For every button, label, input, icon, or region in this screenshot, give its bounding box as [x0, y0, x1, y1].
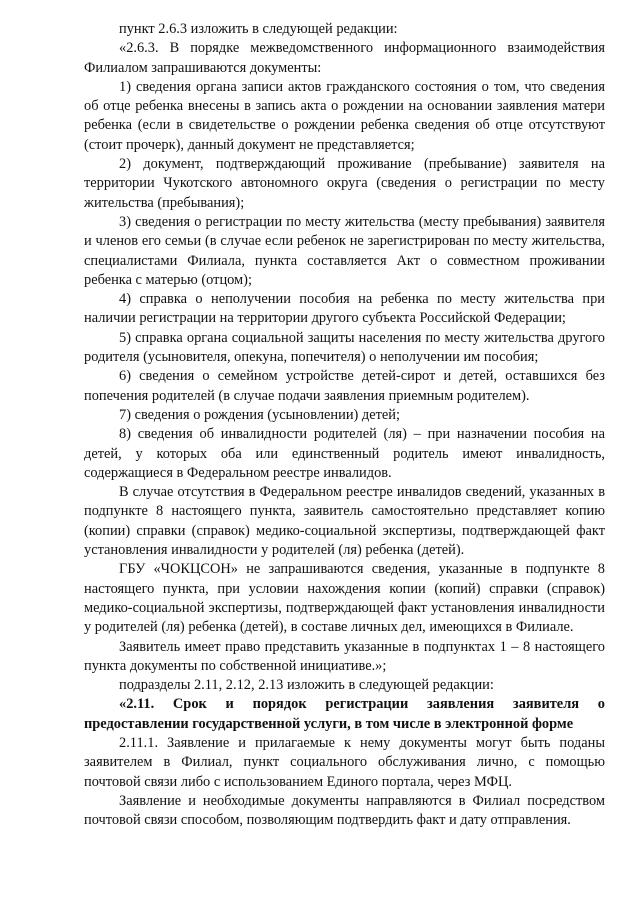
paragraph-mail: Заявление и необходимые документы направляются в Филиал посредством почтовой связи способом, позволяющим подтвердить факт и дату отправления. [84, 792, 605, 829]
paragraph-subsections: подразделы 2.11, 2.12, 2.13 изложить в следующей редакции: [119, 677, 494, 694]
paragraph-intro: пункт 2.6.3 изложить в следующей редакции: [119, 21, 398, 37]
list-item-3: 3) сведения о регистрации по месту жительства (месту пребывания) заявителя и членов его семьи (в случае если ребенок не зарегистрирован по месту жительства, специалистами Филиала, пункта составляется Акт о совместном проживании ребенка с матерью (отцом); [84, 213, 605, 288]
paragraph-applicant-right: Заявитель имеет право представить указанные в подпунктах 1 – 8 настоящего пункта документы по собственной инициативе.»; [84, 638, 605, 674]
list-item-6: 6) сведения о семейном устройстве детей-сирот и детей, оставшихся без попечения родителей (в случае подачи заявления приемным родителем). [84, 368, 605, 404]
list-item-4: 4) справка о неполучении пособия на ребенка по месту жительства при наличии регистрации на территории другого субъекта Российской Федерации; [84, 291, 605, 327]
document-page [84, 20, 605, 830]
list-item-8: 8) сведения об инвалидности родителей (ля) – при назначении пособия на детей, у которых оба или единственный родитель имеют инвалидность, содержащиеся в Федеральном реестре инвалидов. [84, 426, 605, 481]
section-heading-2-11: «2.11. Срок и порядок регистрации заявления заявителя о предоставлении государственной услуги, в том числе в электронной форме [84, 696, 605, 732]
paragraph-absence-case: В случае отсутствия в Федеральном реестре инвалидов сведений, указанных в подпункте 8 настоящего пункта, заявитель самостоятельно представляет копию (копии) справки (справок) медико-социальной экспертизы, подтверждающей факт установления инвалидности у родителей (ля) ребенка (детей). [84, 484, 605, 559]
list-item-5: 5) справка органа социальной защиты населения по месту жительства другого родителя (усыновителя, опекуна, попечителя) о неполучении им пособия; [84, 329, 605, 366]
list-item-2: 2) документ, подтверждающий проживание (пребывание) заявителя на территории Чукотского автономного округа (сведения о регистрации по месту жительства (пребывания); [84, 156, 605, 211]
paragraph-2-11-1: 2.11.1. Заявление и прилагаемые к нему документы могут быть поданы заявителем в Филиал, пункт социального обслуживания лично, с помощью почтовой связи либо с использованием Единого портала, через МФЦ. [84, 734, 605, 790]
paragraph-gbu: ГБУ «ЧОКЦСОН» не запрашиваются сведения, указанные в подпункте 8 настоящего пункта, при условии нахождения копии (копий) справки (справок) медико-социальной экспертизы, подтверждающей факт установления инвалидности у родителей (ля) ребенка (детей), в составе личных дел, имеющихся в Филиале. [84, 561, 605, 636]
list-item-7: 7) сведения о рождения (усыновлении) детей; [119, 406, 400, 423]
paragraph-2-6-3: «2.6.3. В порядке межведомственного информационного взаимодействия Филиалом запрашиваются документы: [84, 40, 605, 76]
list-item-1: 1) сведения органа записи актов гражданского состояния о том, что сведения об отце ребенка внесены в запись акта о рождении на основании заявления матери ребенка (если в свидетельстве о рождении ребенка сведения об отце отсутствуют (стоит прочерк), данный документ не представляется; [84, 78, 605, 153]
